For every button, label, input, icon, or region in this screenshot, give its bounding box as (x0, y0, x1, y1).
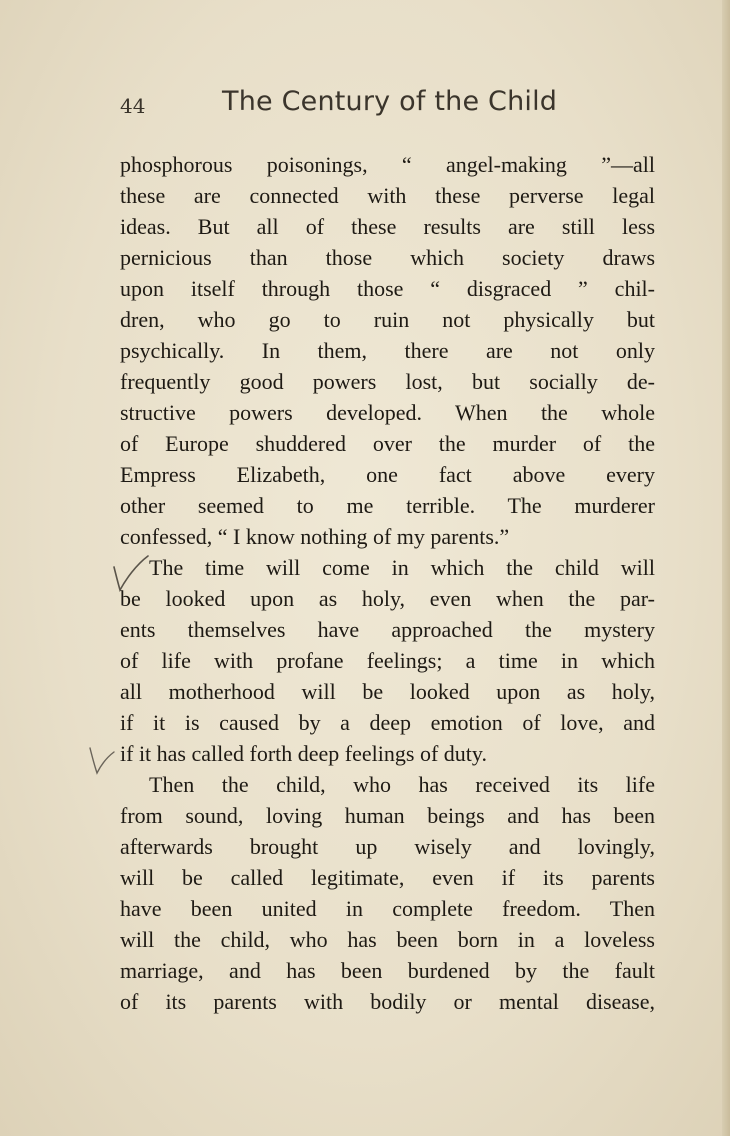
text-line: dren, who go to ruin not physically but (120, 307, 655, 332)
handwritten-check-icon (108, 553, 152, 595)
text-line: these are connected with these perverse legal (120, 183, 655, 208)
text-line: pernicious than those which society draws (120, 245, 655, 270)
text-line: ents themselves have approached the mystery (120, 617, 655, 642)
text-line: have been united in complete freedom. Then (120, 896, 655, 921)
page-number: 44 (120, 94, 146, 118)
text-line: will the child, who has been born in a loveless (120, 927, 655, 952)
text-line: structive powers developed. When the whole (120, 400, 655, 425)
text-line: if it has called forth deep feelings of duty. (120, 741, 487, 766)
text-line: will be called legitimate, even if its parents (120, 865, 655, 890)
text-line: of Europe shuddered over the murder of the (120, 431, 655, 456)
text-line: other seemed to me terrible. The murderer (120, 493, 655, 518)
text-line-paragraph-start: The time will come in which the child will (149, 555, 655, 580)
page-edge (722, 0, 730, 1136)
text-line: from sound, loving human beings and has been (120, 803, 655, 828)
body-text (120, 149, 655, 1017)
text-line: upon itself through those “ disgraced ” chil- (120, 276, 655, 301)
text-line: all motherhood will be looked upon as holy, (120, 679, 655, 704)
text-line-paragraph-start: Then the child, who has received its life (149, 772, 655, 797)
text-line: phosphorous poisonings, “ angel-making ”—all (120, 152, 655, 177)
page-header (120, 86, 640, 126)
handwritten-check-icon (86, 744, 120, 778)
text-line: afterwards brought up wisely and lovingly, (120, 834, 655, 859)
text-line: Empress Elizabeth, one fact above every (120, 462, 655, 487)
text-line: confessed, “ I know nothing of my parents.” (120, 524, 510, 549)
text-line: psychically. In them, there are not only (120, 338, 655, 363)
text-line: be looked upon as holy, even when the par- (120, 586, 655, 611)
text-line: if it is caused by a deep emotion of love, and (120, 710, 655, 735)
text-line: of life with profane feelings; a time in which (120, 648, 655, 673)
text-line: ideas. But all of these results are still less (120, 214, 655, 239)
running-title: The Century of the Child (222, 86, 558, 117)
text-line: frequently good powers lost, but socially de- (120, 369, 655, 394)
text-line: marriage, and has been burdened by the fault (120, 958, 655, 983)
text-line: of its parents with bodily or mental disease, (120, 989, 655, 1014)
